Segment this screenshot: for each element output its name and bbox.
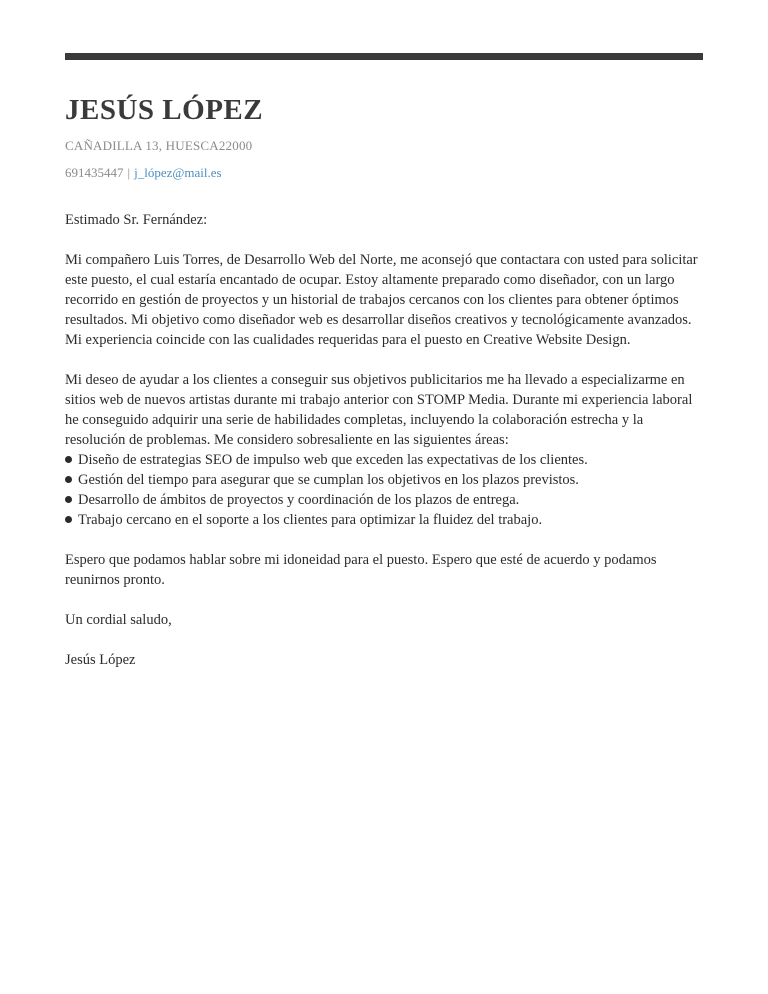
list-item-text: Diseño de estrategias SEO de impulso web que exceden las expectativas de los clientes.: [78, 452, 588, 468]
signature: Jesús López: [65, 652, 136, 668]
list-item-text: Trabajo cercano en el soporte a los clientes para optimizar la fluidez del trabajo.: [78, 512, 543, 528]
list-item: [65, 490, 703, 510]
cover-letter-page: [65, 53, 703, 690]
paragraph-experience: Mi deseo de ayudar a los clientes a conseguir sus objetivos publicitarios me ha llevado a especializarme en sitios web de nuevos artistas durante mi trabajo anterior con STOMP Media. Durante mi experiencia laboral he conseguido adquirir una serie de habilidades completas, incluyendo la colaboración estrecha y la resolución de problemas. Me considero sobresaliente en las siguientes áreas:: [65, 372, 693, 448]
salutation: Estimado Sr. Fernández:: [65, 212, 208, 228]
list-item: [65, 510, 703, 530]
paragraph-introduction: Mi compañero Luis Torres, de Desarrollo Web del Norte, me aconsejó que contactara con usted para solicitar este puesto, el cual estaría encantado de ocupar. Estoy altamente preparado como diseñador, con un largo recorrido en gestión de proyectos y un historial de trabajos cercanos con los clientes para obtener óptimos resultados. Mi objetivo como diseñador web es desarrollar diseños creativos y tecnológicamente avanzados. Mi experiencia coincide con las cualidades requeridas para el puesto en Creative Website Design.: [65, 252, 698, 348]
skills-list: [65, 450, 703, 530]
list-item-text: Desarrollo de ámbitos de proyectos y coordinación de los plazos de entrega.: [78, 492, 520, 508]
applicant-name: JESÚS LÓPEZ: [65, 94, 264, 126]
closing: Un cordial saludo,: [65, 612, 172, 628]
header-top-rule: [65, 53, 703, 60]
contact-line: [65, 165, 703, 181]
list-item: [65, 470, 703, 490]
paragraph-closing-request: Espero que podamos hablar sobre mi idoneidad para el puesto. Espero que esté de acuerdo y podamos reunirnos pronto.: [65, 552, 657, 588]
bullet-icon: [65, 456, 72, 463]
bullet-icon: [65, 496, 72, 503]
bullet-icon: [65, 516, 72, 523]
applicant-address: CAÑADILLA 13, HUESCA22000: [65, 138, 253, 153]
bullet-icon: [65, 476, 72, 483]
email-link[interactable]: j_lópez@mail.es: [134, 165, 222, 180]
contact-separator: |: [127, 165, 131, 180]
list-item: [65, 450, 703, 470]
letter-body: [65, 210, 703, 670]
list-item-text: Gestión del tiempo para asegurar que se cumplan los objetivos en los plazos previstos.: [78, 472, 579, 488]
phone-number: 691435447: [65, 165, 124, 180]
